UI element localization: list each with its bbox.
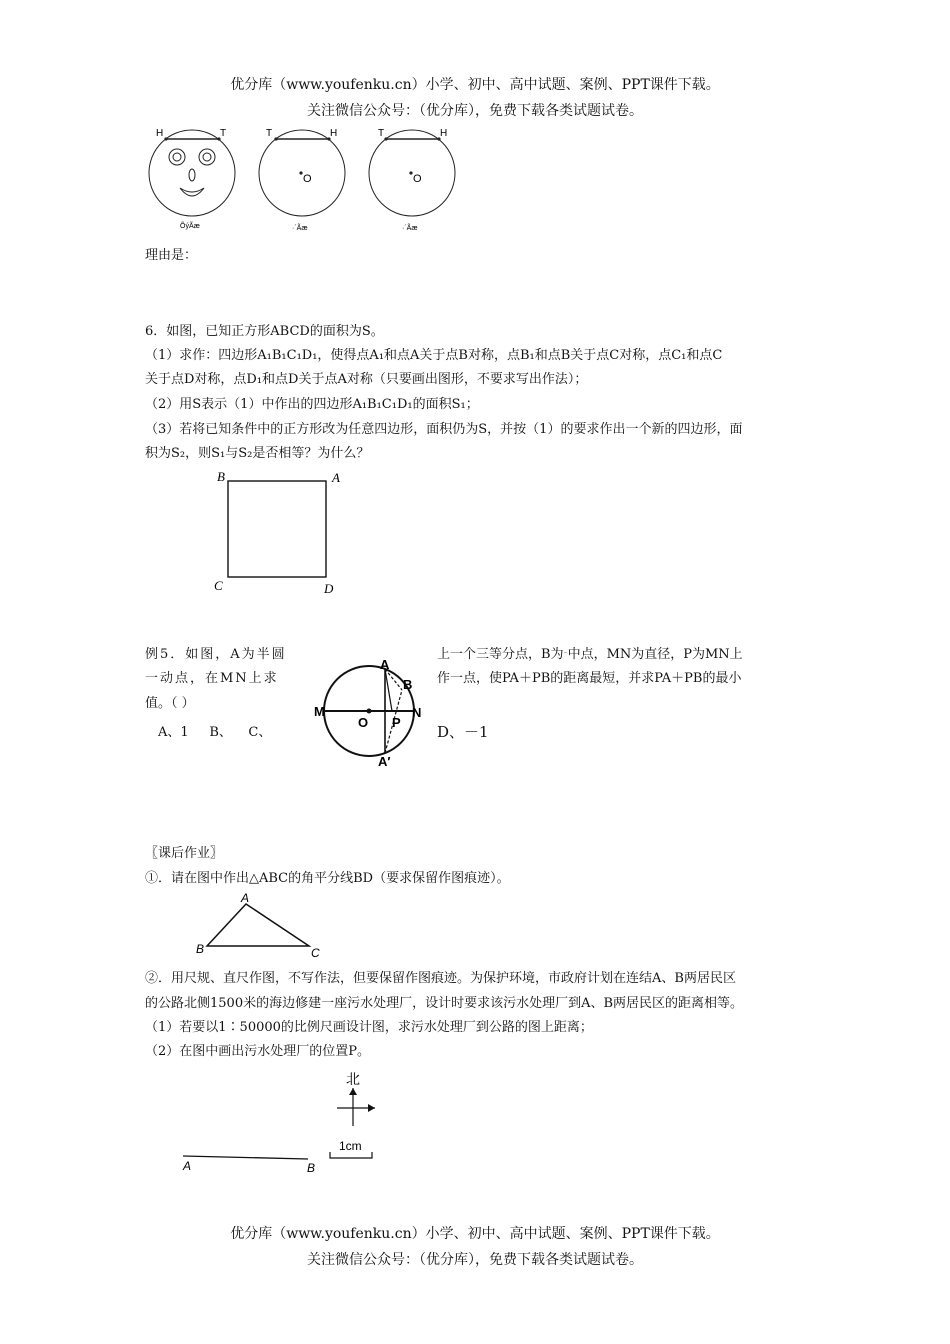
square-label-d: D — [324, 581, 334, 596]
svg-text:T: T — [266, 128, 273, 139]
reason-label: 理由是： — [145, 248, 198, 263]
homework-q2-line-2: 的公路北侧1500米的海边修建一座污水处理厂，设计时要求该污水处理厂到A、B两居民区的距离相等。 — [145, 996, 744, 1011]
road-label-a: A — [183, 1159, 192, 1173]
tri-label-a: A — [241, 891, 250, 905]
ex5-options-abc: A、1 B、 C、 — [158, 725, 272, 740]
svg-text:O: O — [303, 173, 312, 185]
header-line-1: 优分库（www.youfenku.cn）小学、初中、高中试题、案例、PPT课件下载。 — [230, 77, 720, 93]
ex5-option-d: D、－1 — [437, 723, 489, 741]
ex5-left-line-3: 值。（ ） — [145, 696, 195, 711]
caption-front: ÕýÃæ — [180, 223, 200, 230]
road-ab — [183, 1156, 308, 1159]
map-figure — [175, 1066, 395, 1176]
coin-back-1 — [259, 128, 345, 232]
fig-label-m: M — [314, 704, 325, 719]
ex5-left-line-2: 一动点，在MN上求 — [145, 671, 279, 686]
ex5-right-line-2: 作一点，使PA＋PB的距离最短，并求PA＋PB的最小 — [437, 671, 742, 686]
homework-title: 〖课后作业〗 — [145, 846, 224, 861]
road-label-b: B — [307, 1161, 316, 1175]
fig-label-b: B — [403, 677, 413, 692]
fig-label-p: P — [392, 715, 401, 730]
fig-label-o: O — [358, 715, 369, 730]
svg-text:O: O — [413, 173, 422, 185]
q6-line-2: （1）求作：四边形A₁B₁C₁D₁，使得点A₁和点A关于点B对称，点B₁和点B关于点C对称，点C₁和点C — [145, 348, 723, 363]
coin-faces-figure — [140, 122, 470, 237]
footer-line-2: 关注微信公众号：（优分库），免费下载各类试题试卷。 — [307, 1252, 643, 1268]
coin-back-2 — [369, 128, 455, 232]
svg-text:·´Ãæ: ·´Ãæ — [402, 225, 418, 232]
q6-line-1: 6．如图，已知正方形ABCD的面积为S。 — [145, 324, 384, 339]
triangle-abc-figure — [190, 890, 330, 962]
q6-line-4: （2）用S表示（1）中作出的四边形A₁B₁C₁D₁的面积S₁； — [145, 397, 479, 412]
homework-q2-line-1: ②．用尺规、直尺作图，不写作法，但要保留作图痕迹。为保护环境，市政府计划在连结A、B两居民区 — [145, 971, 736, 986]
tri-label-c: C — [311, 946, 320, 960]
fig-label-n: N — [412, 705, 422, 720]
svg-text:T: T — [378, 128, 385, 139]
fig-label-a-prime: A′ — [378, 754, 391, 769]
svg-text:·´Ãæ: ·´Ãæ — [292, 225, 308, 232]
header-line-2: 关注微信公众号：（优分库），免费下载各类试题试卷。 — [307, 103, 643, 119]
ex5-left-line-1: 例5．如图，A为半圆 — [145, 647, 287, 662]
q6-line-6: 积为S₂，则S₁与S₂是否相等？为什么？ — [145, 446, 370, 461]
homework-q2-line-3: （1）若要以1∶50000的比例尺画设计图，求污水处理厂到公路的图上距离； — [145, 1020, 593, 1035]
coin-front — [149, 128, 235, 230]
square-label-c: C — [214, 578, 223, 593]
homework-q1: ①．请在图中作出△ABC的角平分线BD（要求保留作图痕迹）。 — [145, 871, 510, 886]
svg-text:H: H — [330, 128, 338, 139]
scale-label: 1cm — [339, 1139, 362, 1153]
q6-line-3: 关于点D对称，点D₁和点D关于点A对称（只要画出图形，不要求写出作法）； — [145, 372, 588, 387]
footer-line-1: 优分库（www.youfenku.cn）小学、初中、高中试题、案例、PPT课件下载。 — [230, 1226, 720, 1242]
square-label-b: B — [217, 469, 225, 484]
fig-label-a: A — [380, 657, 390, 672]
semicircle-figure — [312, 652, 432, 770]
svg-text:H: H — [440, 128, 448, 139]
label-t: T — [220, 128, 227, 139]
square-label-a: A — [332, 470, 340, 485]
q6-line-5: （3）若将已知条件中的正方形改为任意四边形，面积仍为S，并按（1）的要求作出一个新的四边形，面 — [145, 422, 743, 437]
homework-q2-line-4: （2）在图中画出污水处理厂的位置P。 — [145, 1044, 371, 1059]
ex5-right-line-1: 上一个三等分点，B为⌒中点，MN为直径，P为MN上 — [437, 647, 743, 662]
label-h: H — [156, 128, 164, 139]
north-label: 北 — [346, 1071, 360, 1087]
tri-label-b: B — [196, 942, 205, 956]
square-abcd-figure — [205, 467, 355, 599]
